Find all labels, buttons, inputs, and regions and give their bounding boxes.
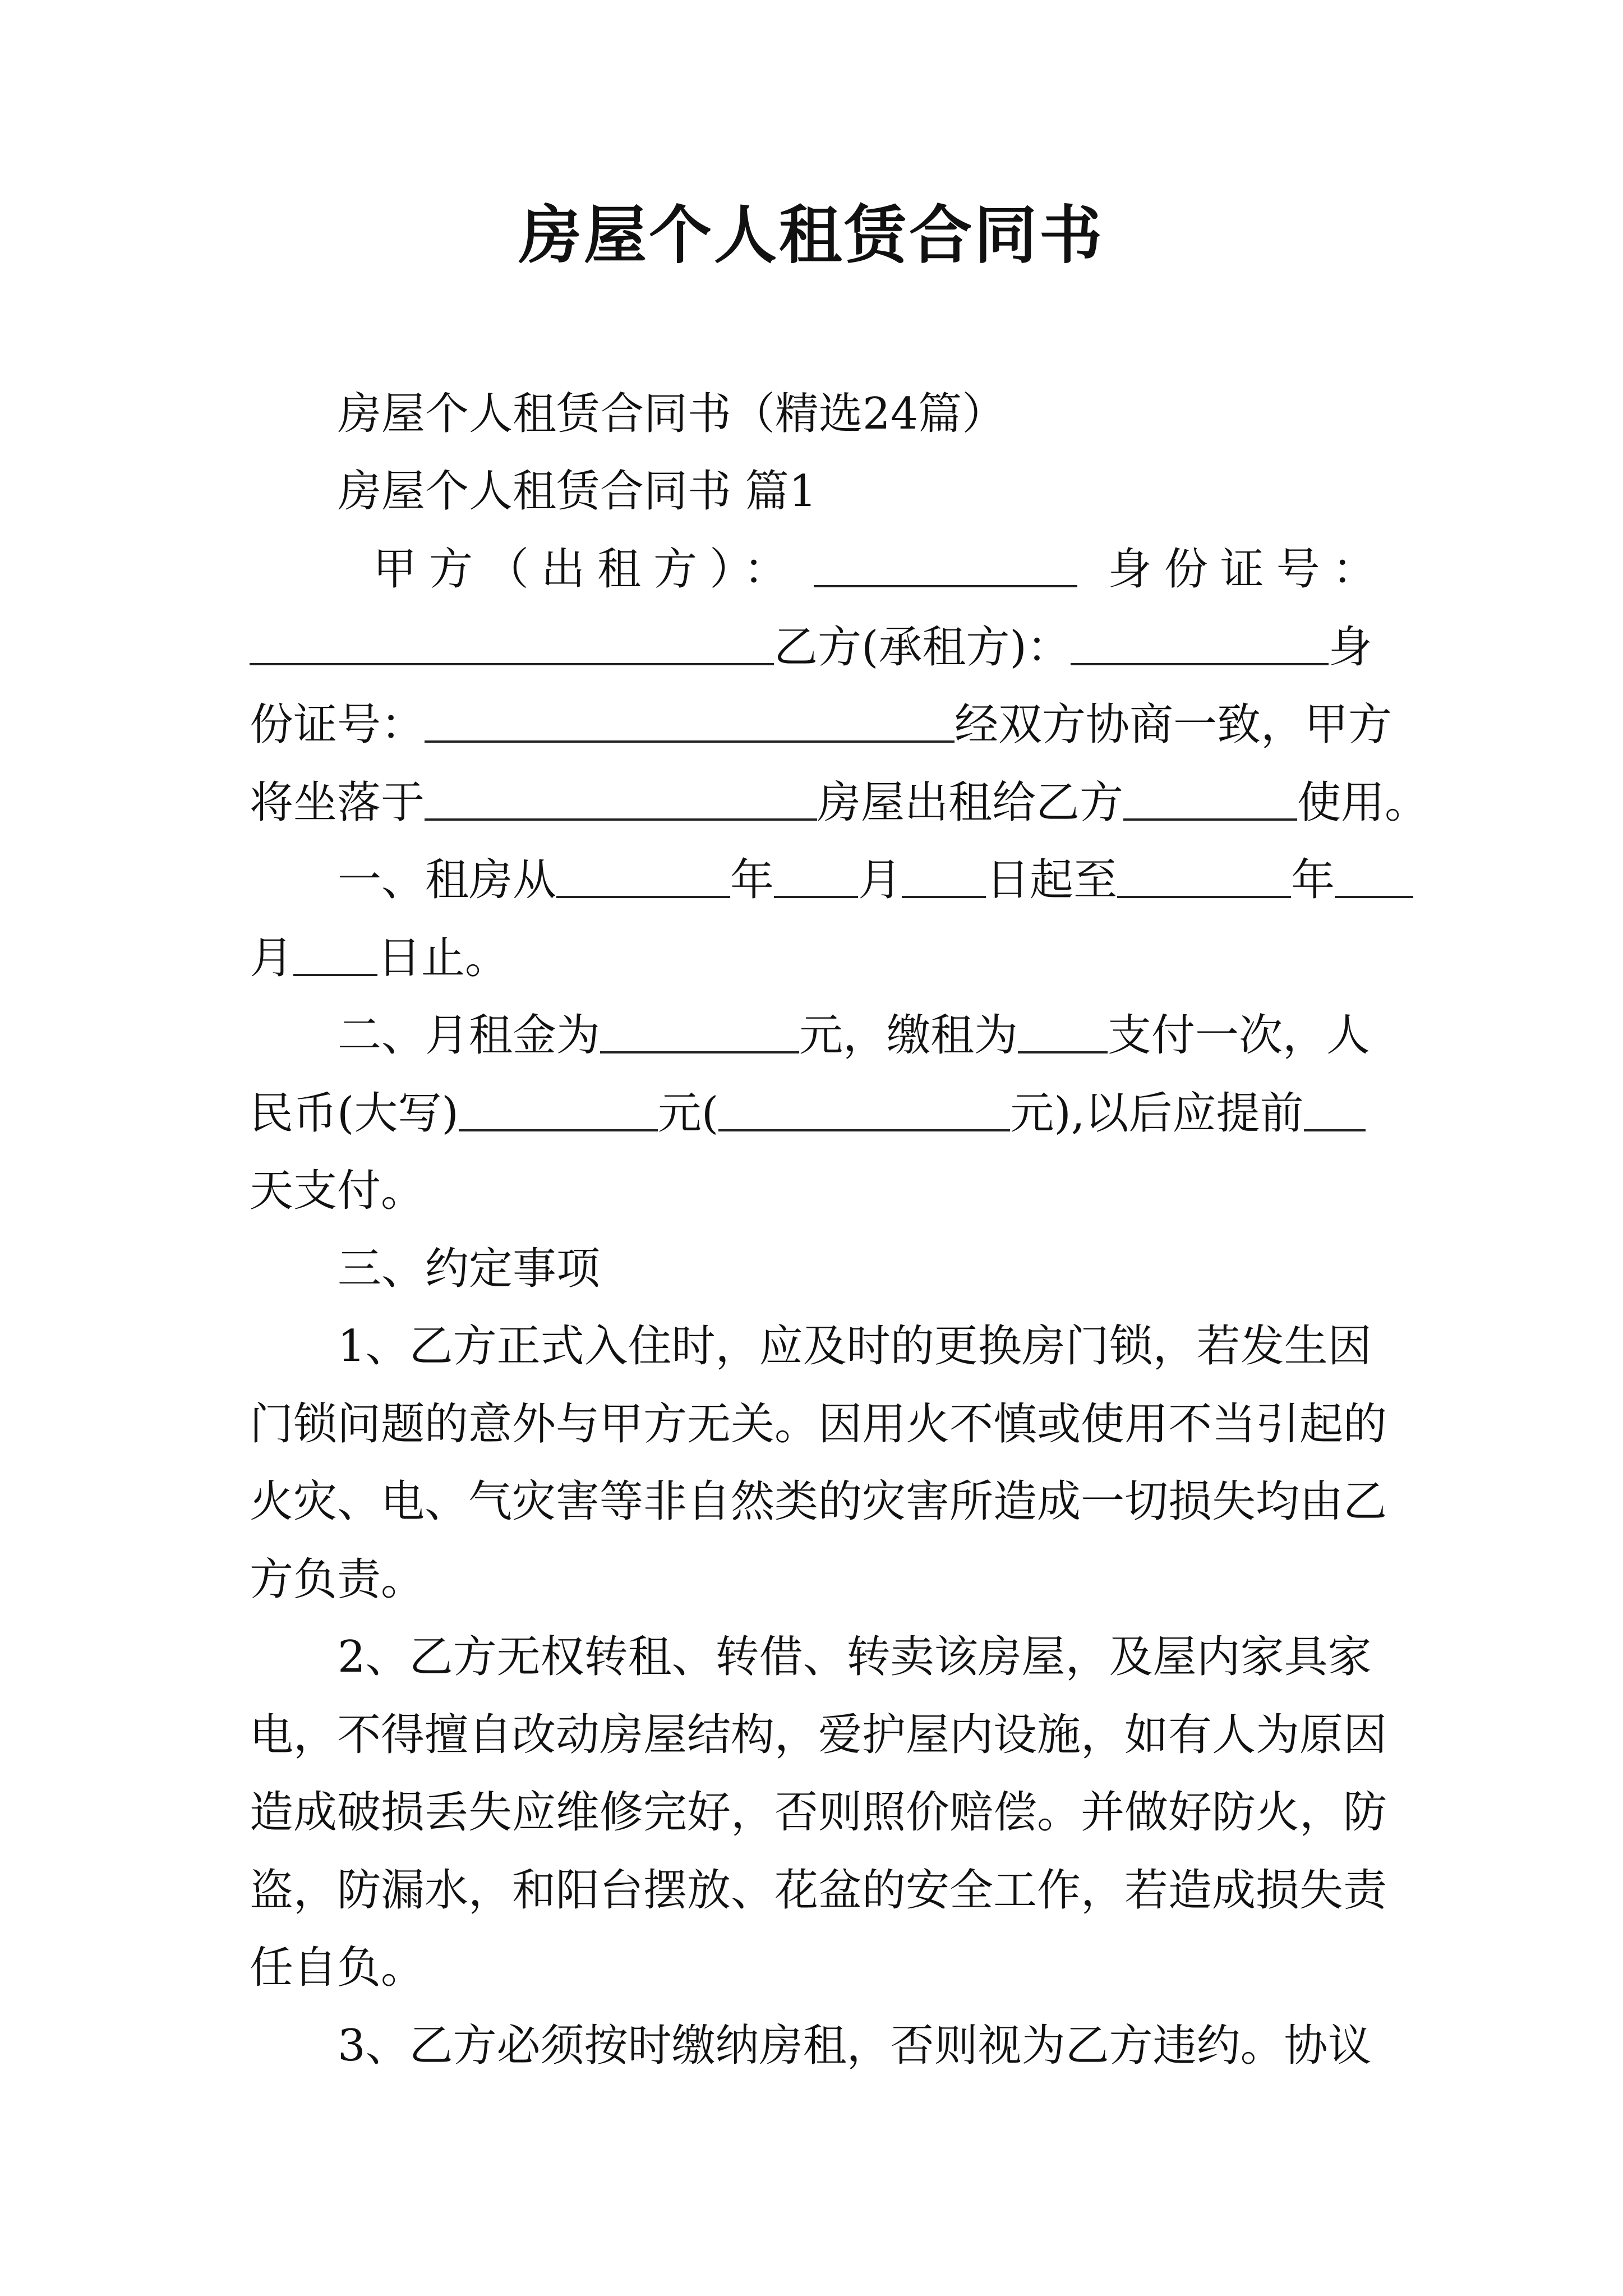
id-split-1: 身 — [1328, 622, 1372, 673]
party-a-line — [250, 541, 1388, 597]
day-end-label: 日止。 — [377, 933, 509, 983]
party-b-id-line — [250, 697, 1393, 753]
month-label: 月 — [250, 933, 294, 983]
para-1-line-4: 方负责。 — [250, 1554, 425, 1605]
yuan-paren-text: 元( — [657, 1088, 719, 1139]
use-blank — [1123, 779, 1297, 821]
location-line — [250, 775, 1429, 831]
end-day-blank — [293, 935, 377, 976]
clause-1-end-line — [250, 930, 1388, 986]
party-b-label: 乙方(承租方)： — [774, 622, 1071, 673]
pay-cycle-blank — [1018, 1012, 1108, 1053]
para-3-line-1: 3、乙方必须按时缴纳房租，否则视为乙方违约。协议 — [338, 2021, 1372, 2071]
clause-1-line — [250, 852, 1476, 908]
end-year-blank — [1117, 857, 1291, 898]
start-day-blank — [902, 857, 986, 898]
clause-2-text: 二、月租金为 — [338, 1010, 601, 1061]
para-1-line-3: 火灾、电、气灾害等非自然类的灾害所造成一切损失均由乙 — [250, 1476, 1387, 1527]
rmb-line — [250, 1085, 1388, 1142]
location-blank — [425, 779, 817, 821]
id-number-blank — [250, 624, 774, 665]
id-split-2: 份证号： — [250, 700, 425, 750]
para-1-line-1: 1、乙方正式入住时，应及时的更换房门锁，若发生因 — [338, 1321, 1372, 1372]
monthly-rent-blank — [600, 1012, 799, 1053]
para-2-line-2: 电，不得擅自改动房屋结构，爱护屋内设施，如有人为原因 — [250, 1710, 1387, 1760]
pay-once-text: 支付一次，人 — [1108, 1010, 1371, 1061]
pay-days-text: 天支付。 — [250, 1166, 425, 1216]
clause-3-heading: 三、约定事项 — [338, 1244, 601, 1294]
para-2-line-1: 2、乙方无权转租、转借、转卖该房屋，及屋内家具家 — [338, 1632, 1372, 1682]
para-2-line-5: 任自负。 — [250, 1943, 425, 1993]
party-b-id-blank — [425, 701, 955, 743]
start-year-blank — [556, 857, 730, 898]
party-a-label: 甲方（出租方）： — [373, 544, 800, 595]
start-month-blank — [774, 857, 858, 898]
party-b-line — [250, 619, 1388, 675]
document-title: 房屋个人租赁合同书 — [519, 199, 1104, 272]
located-text: 将坐落于 — [250, 777, 425, 828]
rmb-number-blank — [718, 1090, 1010, 1131]
rmb-text: 民币(大写) — [250, 1088, 459, 1139]
subtitle: 房屋个人租赁合同书（精选24篇） — [338, 389, 1006, 439]
year-label: 年 — [730, 855, 774, 905]
agree-text: 经双方协商一致，甲方 — [955, 700, 1393, 750]
rmb-upper-blank — [459, 1090, 658, 1131]
end-month-blank — [1335, 857, 1413, 898]
party-a-blank — [814, 546, 1077, 587]
section-title: 房屋个人租赁合同书 篇1 — [338, 466, 817, 517]
yuan-text: 元，缴租为 — [799, 1010, 1018, 1061]
month-label: 月 — [858, 855, 902, 905]
clause-2-line — [250, 1007, 1476, 1064]
year-label: 年 — [1291, 855, 1335, 905]
advance-days-blank — [1304, 1090, 1366, 1131]
use-text: 使用。 — [1297, 777, 1429, 828]
party-b-blank — [1071, 624, 1329, 665]
para-1-line-2: 门锁问题的意外与甲方无关。因用火不慎或使用不当引起的 — [250, 1399, 1387, 1450]
rent-to-text: 房屋出租给乙方 — [817, 777, 1124, 828]
day-from-label: 日起至 — [986, 855, 1118, 905]
yuan-close-text: 元),以后应提前 — [1010, 1088, 1304, 1139]
para-2-line-4: 盗，防漏水，和阳台摆放、花盆的安全工作，若造成损失责 — [250, 1865, 1387, 1916]
clause-1-text: 一、租房从 — [338, 855, 557, 905]
id-number-label: 身份证号： — [1108, 544, 1389, 595]
para-2-line-3: 造成破损丢失应维修完好，否则照价赔偿。并做好防火，防 — [250, 1787, 1387, 1838]
